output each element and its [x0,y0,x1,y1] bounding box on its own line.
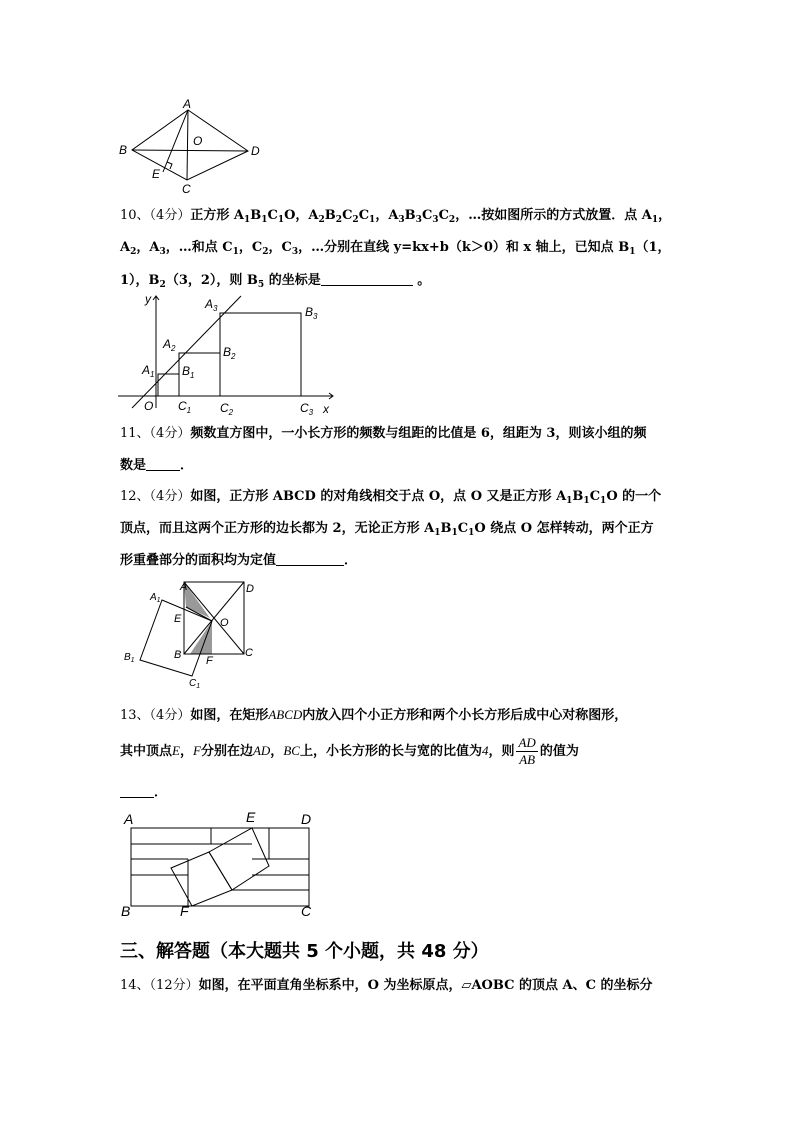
q10-line-3: 1），$B_2(3$，2），则 $B_5$ 的坐标是 。 [120,273,431,290]
label-B: B [119,143,128,157]
svg-text:C1: $C_1$ [178,399,192,415]
svg-text:A: A [180,581,188,593]
svg-text:C3: $C_3$ [300,401,314,417]
svg-text:A: A [124,811,134,827]
svg-text:F: F [180,903,189,919]
svg-text:E: E [246,809,256,825]
figure-rotated-squares [118,578,263,693]
q12-line-2: 顶点，而且这两个正方形的边长都为 2，无论正方形 $A_1B_1C_1O$ 绕点 O 怎样转动，两个正方 [120,521,654,538]
figure-squares-on-line [118,290,348,418]
answer-blank-q12[interactable] [276,552,344,566]
q12-line-3: 形重叠部分的面积均为定值 ． [120,553,358,568]
label-C: C [182,182,191,196]
svg-text:B1: $B_1$ [124,652,135,664]
q14-line-1: 14、（12分）如图，在平面直角坐标系中，O 为坐标原点，▱AOBC 的顶点 A、C 的坐标分 [120,978,653,993]
label-O: O [193,134,203,148]
svg-text:C: C [245,647,253,659]
svg-text:C1: $C_1$ [189,678,201,690]
q10-number: 10、（4分） [120,208,191,223]
svg-text:B: B [121,903,131,919]
q11-line-2: 数是 ． [120,458,194,473]
svg-text:B3: $B_3$ [305,305,318,321]
svg-text:A3: $A_3$ [205,297,218,313]
figure-rhombus [115,98,275,198]
q10-line-1 [120,208,671,224]
svg-text:F: F [206,655,213,667]
q10-line-2: $A_2$，$A_3$，…和点 $C_1$，$C_2$，$C_3$，…分别在直线 y=kx+b（k＞0）和 x 轴上，已知点 $B_1(1$， [120,240,671,257]
q13-line-3: ． [120,784,167,801]
svg-text:D: D [301,811,312,827]
label-E: E [152,167,161,181]
svg-text:A2: $A_2$ [163,337,176,353]
fraction-ad-ab: $\frac{AD}{AB}$ [518,735,536,767]
svg-text:C2: $C_2$ [220,401,234,417]
svg-text:D: D [246,583,254,595]
label-A: A [183,98,192,111]
q11-line-1: 11、（4分）频数直方图中，一小长方形的频数与组距的比值是 6，组距为 3，则该小组的频 [120,426,647,441]
answer-blank-q13[interactable] [120,784,154,798]
q12-line-1: 12、（4分）如图，正方形 ABCD 的对角线相交于点 O，点 O 又是正方形 $A_1B_1C_1O$ 的一个 [120,489,662,506]
label-D: D [251,144,260,158]
q13-line-2: 其中顶点E，F分别在边AD，BC上，小长方形的长与宽的比值为4，则 $\frac{AD}{AB}$ 的值为 [120,735,579,767]
svg-text:O: O [220,617,229,629]
svg-text:B1: $B_1$ [182,364,195,380]
q13-line-1: 13、（4分）如图，在矩形ABCD内放入四个小正方形和两个小长方形后成中心对称图形， [120,707,628,723]
svg-text:E: E [174,613,182,625]
answer-blank-q10[interactable] [321,272,413,286]
svg-text:y: y [145,292,151,306]
svg-text:x: x [323,402,329,416]
svg-text:B2: $B_2$ [223,345,236,361]
answer-blank-q11[interactable] [146,457,180,471]
svg-text:O: O [144,399,154,413]
figure-rectangle-squares [118,808,328,920]
svg-text:C: C [301,903,312,919]
svg-text:B: B [174,649,182,661]
svg-text:A1: $A_1$ [150,592,161,604]
q10-text: 正方形 $A_1B_1C_1O$，$A_2B_2C_2C_1$，$A_3B_3C_3C_2$，…按如图所示的方式放置．点 $A_1$， [190,208,672,225]
svg-text:A1: $A_1$ [142,363,155,379]
section-heading: 三、解答题（本大题共 5 个小题，共 48 分） [120,941,489,962]
